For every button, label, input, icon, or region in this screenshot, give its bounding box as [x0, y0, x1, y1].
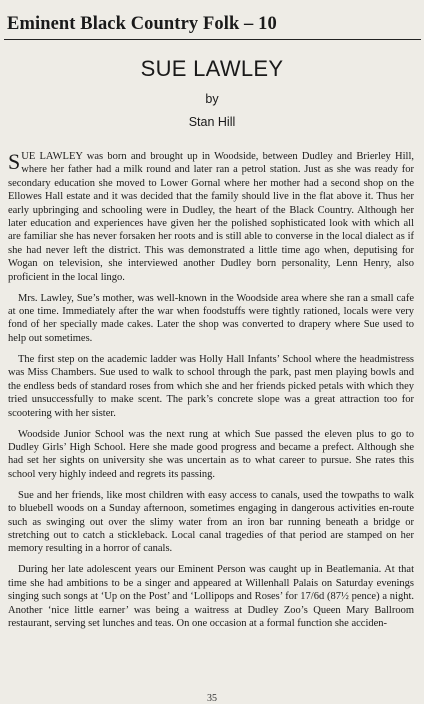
paragraph: Mrs. Lawley, Sue’s mother, was well-known in the Woodside area where she ran a small cafe at one time. Immediately after the war when foodstuffs were tightly rationed, locals were very fond of her specially made cakes. Later the shop was converted to drapery where Sue used to help out sometimes. — [8, 292, 414, 344]
paragraph: Sue and her friends, like most children with easy access to canals, used the towpaths to walk to bluebell woods on a Sunday afternoon, sometimes engaging in dangerous activities en-route such as swinging out over the slimy water from an iron bar running beneath a bridge or stretching out to catch a stickleback. Local canal tragedies of that period are stamped on her memory resulting in a horror of canals. — [8, 489, 414, 555]
paragraph-text: UE LAWLEY was born and brought up in Woodside, between Dudley and Brierley Hill, where her father had a milk round and later ran a petrol station. Just as she was ready for secondary education she moved to Lower Gornal where her mother had a second shop on the Ellowes Hall estate and it was decided that the family should live in the flat above it. Thus her early upbringing and schooling were in Dudley, the heart of the Black Country. Although her later education and experiences have given her the polished sophisticated look with which all are familiar she has never forsaken her roots and is still able to converse in the local dialect as if she had never left the district. This was demonstrated a little time ago when, deputising for Wogan on television, she interviewed another Dudley born personality, Lenn Henry, also proficient in the local lingo. — [8, 151, 414, 283]
paragraph: The first step on the academic ladder was Holly Hall Infants’ School where the headmistress was Miss Chambers. Sue used to walk to school through the park, past men playing bowls and the endless beds of standard roses from which she and her friends picked petals with which they tried unsuccessfully to make scent. The park’s concrete slope was a great attraction too for scootering with her sister. — [8, 353, 414, 419]
paragraph: During her late adolescent years our Eminent Person was caught up in Beatlemania. At that time she had ambitions to be a singer and appeared at Willenhall Palais on Saturday evenings singing such songs at ‘Up on the Post’ and ‘Lollipops and Roses’ for 17/6d (87½ pence) a night. Another ‘nice little earner’ was being a waitress at Dudley Zoo’s Queen Mary Ballroom restaurant, serving set lunches and teas. On one occasion at a formal function she acciden- — [8, 564, 414, 629]
heading-rule — [4, 39, 421, 40]
byline-by: by — [205, 92, 219, 106]
page-number: 35 — [207, 693, 217, 704]
paragraph — [8, 150, 414, 284]
drop-cap: S — [8, 149, 21, 174]
article-body — [8, 150, 414, 638]
byline-author: Stan Hill — [188, 115, 236, 129]
series-heading: Eminent Black Country Folk – 10 — [7, 14, 277, 34]
article-title: SUE LAWLEY — [140, 56, 284, 81]
paragraph: Woodside Junior School was the next rung at which Sue passed the eleven plus to go to Dudley Girls’ High School. Here she made good progress and became a prefect. Although she had set her sights on university she was uncertain as to what career to pursue. She rates this school very highly indeed and regrets its passing. — [8, 428, 414, 480]
